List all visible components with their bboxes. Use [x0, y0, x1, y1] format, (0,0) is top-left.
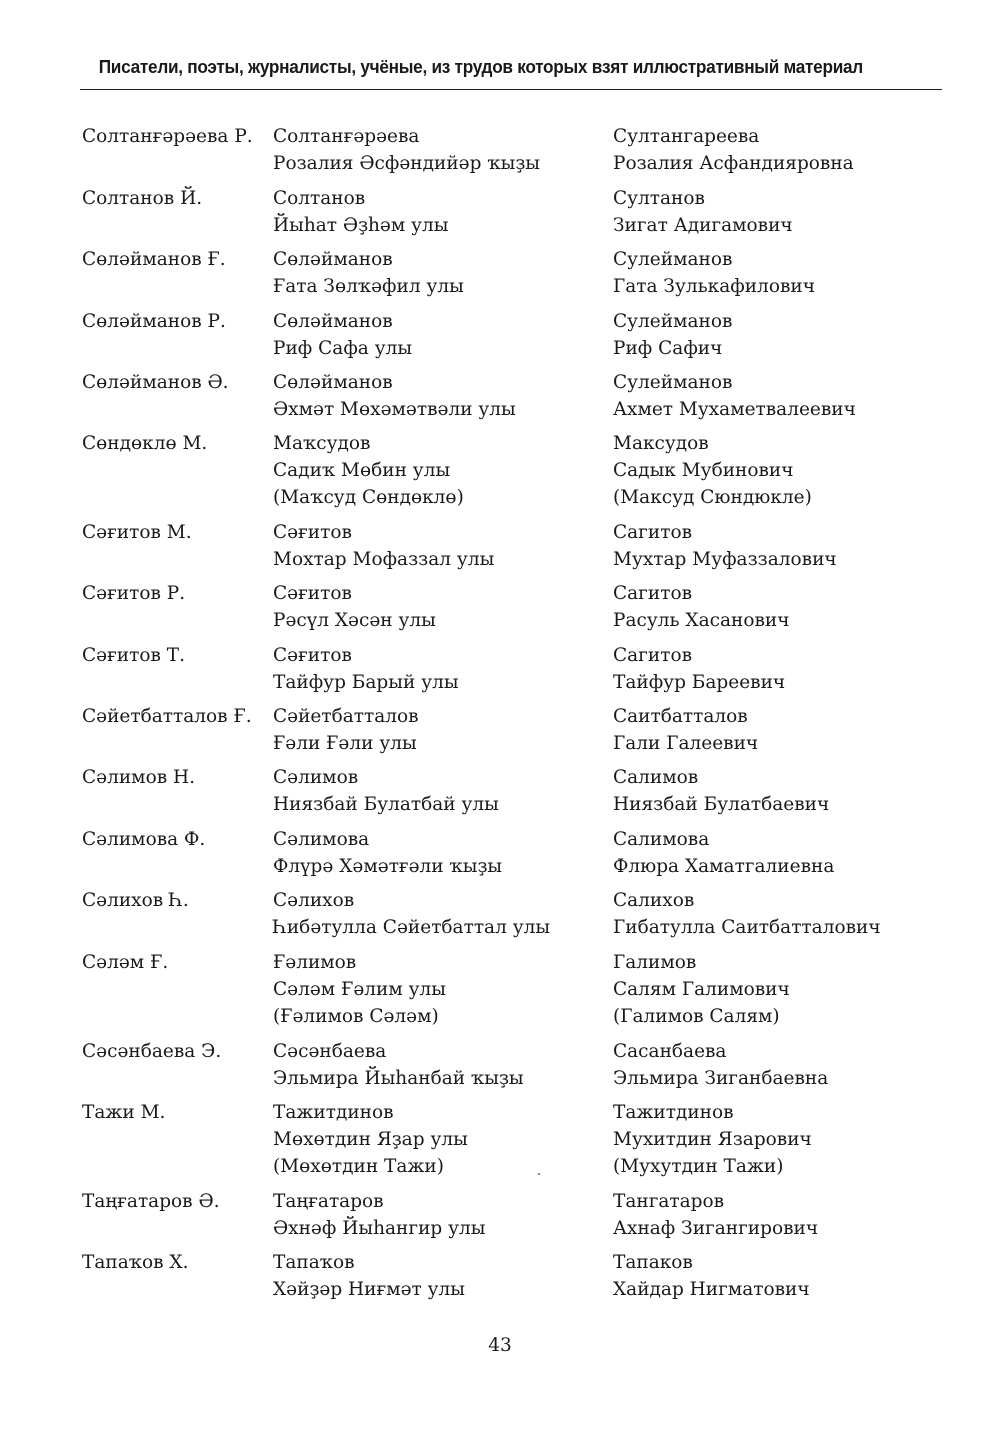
russian-name-line: Садык Мубинович — [613, 460, 794, 481]
author-short-name: Сәлихов Һ. — [82, 890, 189, 911]
russian-name-line: Тапаков — [613, 1252, 693, 1273]
russian-name-line: Мухитдин Язарович — [613, 1129, 812, 1150]
russian-name-line: Эльмира Зиганбаевна — [613, 1068, 829, 1089]
bashkir-name-line: Сәғитов — [273, 522, 352, 543]
russian-name-line: Сагитов — [613, 583, 692, 604]
author-bashkir-fullname — [273, 246, 464, 300]
author-short-name: Сәлимов Н. — [82, 767, 196, 788]
author-short-name: Сәлимова Ф. — [82, 829, 206, 850]
author-russian-fullname — [613, 826, 834, 880]
russian-name-line: Хайдар Нигматович — [613, 1279, 810, 1300]
author-bashkir-fullname — [273, 369, 516, 423]
russian-name-line: Тангатаров — [613, 1191, 725, 1212]
russian-name-line: Гата Зулькафилович — [613, 276, 815, 297]
author-short-name: Сөләйманов Р. — [82, 311, 226, 332]
bashkir-name-line: Эльмира Йыһанбай ҡыҙы — [273, 1068, 524, 1089]
bashkir-name-line: Ниязбай Булатбай улы — [273, 794, 499, 815]
bashkir-name-line: (Мөхөтдин Тажи) — [273, 1156, 444, 1177]
russian-name-line: Султангареева — [613, 126, 760, 147]
author-bashkir-fullname — [273, 1099, 468, 1180]
author-short-name: Сәсәнбаева Э. — [82, 1041, 222, 1062]
russian-name-line: (Мухутдин Тажи) — [613, 1156, 784, 1177]
bashkir-name-line: Сәлихов — [273, 890, 355, 911]
author-russian-fullname — [613, 1038, 828, 1092]
author-bashkir-fullname — [273, 308, 412, 362]
russian-name-line: Тайфур Бареевич — [613, 672, 786, 693]
author-short-name: Солтанғәрәева Р. — [82, 126, 253, 147]
bashkir-name-line: Розалия Әсфәндийәр ҡыҙы — [273, 153, 540, 174]
bashkir-name-line: Садиҡ Мөбин улы — [273, 460, 451, 481]
russian-name-line: Ниязбай Булатбаевич — [613, 794, 830, 815]
russian-name-line: Ахнаф Зигангирович — [613, 1218, 819, 1239]
author-short-name: Сөндөклө М. — [82, 433, 208, 454]
bashkir-name-line: Сәлимов — [273, 767, 359, 788]
page-number: 43 — [488, 1335, 512, 1356]
author-short-name: Сөләйманов Ғ. — [82, 249, 226, 270]
bashkir-name-line: Сәғитов — [273, 645, 352, 666]
author-short-name: Сәғитов Т. — [82, 645, 186, 666]
russian-name-line: Сулейманов — [613, 249, 733, 270]
russian-name-line: Расуль Хасанович — [613, 610, 790, 631]
bashkir-name-line: Ғәли Ғәли улы — [273, 733, 417, 754]
author-short-name: Сәғитов Р. — [82, 583, 186, 604]
bashkir-name-line: Һибәтулла Сәйетбаттал улы — [273, 917, 551, 938]
author-russian-fullname — [613, 123, 854, 177]
author-russian-fullname — [613, 308, 732, 362]
author-russian-fullname — [613, 949, 790, 1030]
russian-name-line: Гибатулла Саитбатталович — [613, 917, 881, 938]
bashkir-name-line: Таңғатаров — [273, 1191, 384, 1212]
russian-name-line: Салихов — [613, 890, 695, 911]
bashkir-name-line: Солтанов — [273, 188, 366, 209]
author-short-name: Сәғитов М. — [82, 522, 192, 543]
author-russian-fullname — [613, 185, 793, 239]
author-bashkir-fullname — [273, 580, 436, 634]
russian-name-line: (Максуд Сюндюкле) — [613, 487, 812, 508]
russian-name-line: Султанов — [613, 188, 705, 209]
russian-name-line: Сагитов — [613, 645, 692, 666]
russian-name-line: Максудов — [613, 433, 709, 454]
bashkir-name-line: Йыһат Әҙһәм улы — [273, 215, 449, 236]
bashkir-name-line: Солтанғәрәева — [273, 126, 420, 147]
author-bashkir-fullname — [273, 764, 499, 818]
russian-name-line: Сулейманов — [613, 311, 733, 332]
russian-name-line: Гали Галеевич — [613, 733, 759, 754]
bashkir-name-line: Сәлимова — [273, 829, 370, 850]
bashkir-name-line: (Маҡсуд Сөндөклө) — [273, 487, 464, 508]
author-russian-fullname — [613, 764, 829, 818]
bashkir-name-line: Әхнәф Йыһангир улы — [273, 1218, 486, 1239]
russian-name-line: Салям Галимович — [613, 979, 790, 1000]
russian-name-line: Тажитдинов — [613, 1102, 734, 1123]
author-bashkir-fullname — [273, 949, 446, 1030]
bashkir-name-line: Маҡсудов — [273, 433, 371, 454]
author-russian-fullname — [613, 1249, 810, 1303]
author-bashkir-fullname — [273, 1188, 485, 1242]
author-bashkir-fullname — [273, 703, 419, 757]
bashkir-name-line: (Ғәлимов Сәләм) — [273, 1006, 439, 1027]
russian-name-line: Сагитов — [613, 522, 692, 543]
russian-name-line: Риф Сафич — [613, 338, 723, 359]
author-russian-fullname — [613, 430, 812, 511]
author-short-name: Сөләйманов Ә. — [82, 372, 229, 393]
bashkir-name-line: Сөләйманов — [273, 311, 393, 332]
bashkir-name-line: Мохтар Мофаззал улы — [273, 549, 495, 570]
author-bashkir-fullname — [273, 1038, 524, 1092]
author-russian-fullname — [613, 580, 789, 634]
author-short-name: Таңғатаров Ә. — [82, 1191, 220, 1212]
bashkir-name-line: Риф Сафа улы — [273, 338, 413, 359]
scan-speck — [538, 1173, 540, 1175]
page-header-title: Писатели, поэты, журналисты, учёные, из трудов которых взят иллюстративный материал — [98, 56, 863, 77]
author-russian-fullname — [613, 519, 837, 573]
author-short-name: Сәйетбатталов Ғ. — [82, 706, 252, 727]
author-russian-fullname — [613, 246, 815, 300]
author-short-name: Тажи М. — [82, 1102, 166, 1123]
author-bashkir-fullname — [273, 430, 464, 511]
russian-name-line: Салимова — [613, 829, 710, 850]
author-bashkir-fullname — [273, 123, 540, 177]
author-bashkir-fullname — [273, 519, 494, 573]
russian-name-line: Салимов — [613, 767, 699, 788]
bashkir-name-line: Сөләйманов — [273, 372, 393, 393]
author-bashkir-fullname — [273, 887, 550, 941]
bashkir-name-line: Сәләм Ғәлим улы — [273, 979, 446, 1000]
author-short-name: Солтанов Й. — [82, 188, 203, 209]
bashkir-name-line: Сәйетбатталов — [273, 706, 419, 727]
author-short-name: Сәләм Ғ. — [82, 952, 169, 973]
russian-name-line: Мухтар Муфаззалович — [613, 549, 837, 570]
author-bashkir-fullname — [273, 642, 459, 696]
russian-name-line: Зигат Адигамович — [613, 215, 793, 236]
bashkir-name-line: Рәсүл Хәсән улы — [273, 610, 436, 631]
author-bashkir-fullname — [273, 185, 449, 239]
author-russian-fullname — [613, 1188, 818, 1242]
bashkir-name-line: Сөләйманов — [273, 249, 393, 270]
bashkir-name-line: Флүрә Хәмәтғәли ҡыҙы — [273, 856, 503, 877]
bashkir-name-line: Тапаҡов — [273, 1252, 355, 1273]
bashkir-name-line: Ғата Зөлҡәфил улы — [273, 276, 464, 297]
russian-name-line: Саитбатталов — [613, 706, 748, 727]
author-short-name: Тапаҡов Х. — [82, 1252, 189, 1273]
bashkir-name-line: Тайфур Барый улы — [273, 672, 459, 693]
author-russian-fullname — [613, 1099, 812, 1180]
russian-name-line: Ахмет Мухаметвалеевич — [613, 399, 856, 420]
bashkir-name-line: Әхмәт Мөхәмәтвәли улы — [273, 399, 516, 420]
author-russian-fullname — [613, 887, 881, 941]
russian-name-line: Розалия Асфандияровна — [613, 153, 854, 174]
russian-name-line: (Галимов Салям) — [613, 1006, 780, 1027]
russian-name-line: Сулейманов — [613, 372, 733, 393]
bashkir-name-line: Мөхөтдин Яҙар улы — [273, 1129, 468, 1150]
bashkir-name-line: Тажитдинов — [273, 1102, 394, 1123]
author-russian-fullname — [613, 642, 785, 696]
russian-name-line: Галимов — [613, 952, 697, 973]
author-russian-fullname — [613, 703, 758, 757]
bashkir-name-line: Хәйҙәр Ниғмәт улы — [273, 1279, 466, 1300]
author-bashkir-fullname — [273, 826, 502, 880]
author-russian-fullname — [613, 369, 856, 423]
bashkir-name-line: Ғәлимов — [273, 952, 357, 973]
russian-name-line: Флюра Хаматгалиевна — [613, 856, 835, 877]
author-bashkir-fullname — [273, 1249, 465, 1303]
bashkir-name-line: Сәғитов — [273, 583, 352, 604]
bashkir-name-line: Сәсәнбаева — [273, 1041, 387, 1062]
russian-name-line: Сасанбаева — [613, 1041, 727, 1062]
